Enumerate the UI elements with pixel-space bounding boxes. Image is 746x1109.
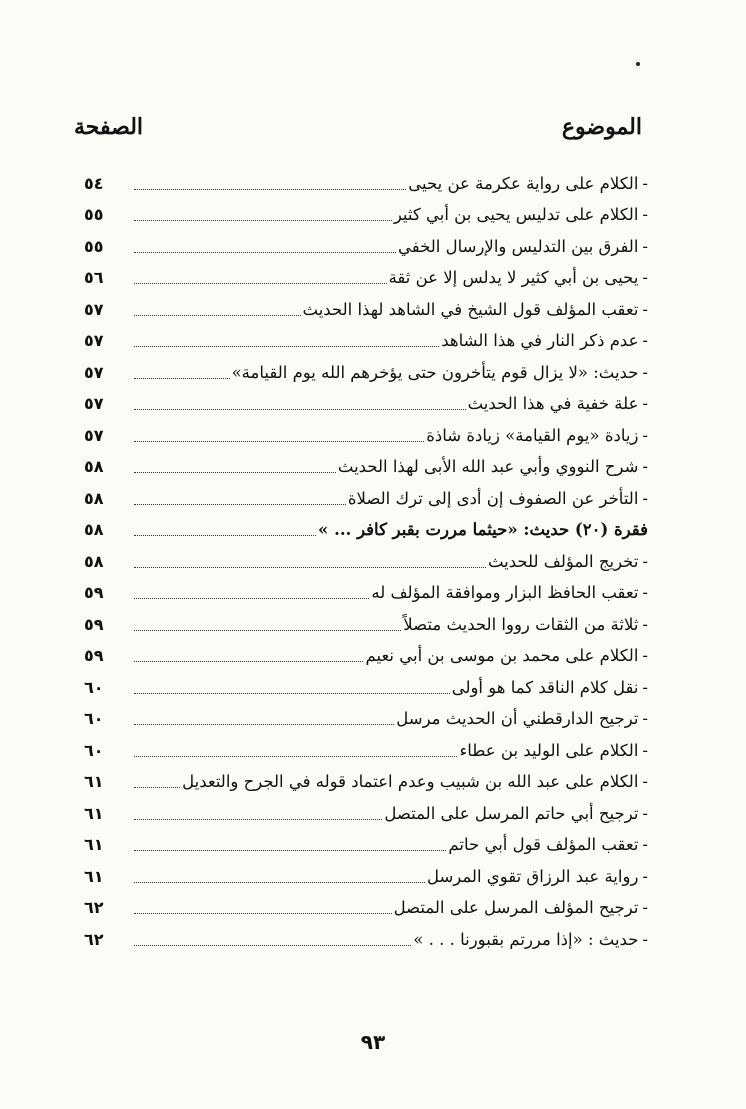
toc-row xyxy=(84,922,648,954)
toc-entry-page: ٥٧ xyxy=(84,331,104,350)
toc-row xyxy=(84,418,648,450)
toc-row xyxy=(84,261,648,293)
toc-row xyxy=(84,229,648,261)
toc-entry-page: ٥٩ xyxy=(84,646,104,665)
entry-dash: - xyxy=(642,929,648,949)
toc-entry-title xyxy=(396,707,648,733)
toc-entry-page: ٥٧ xyxy=(84,425,104,445)
toc-entry-text: رواية عبد الرزاق تقوي المرسل xyxy=(426,866,639,886)
toc-entry-page: ٦٢ xyxy=(84,929,104,949)
toc-entry-title xyxy=(348,487,648,513)
toc-entry-text: نقل كلام الناقد كما هو أولى xyxy=(451,677,639,697)
toc-entry-text: الكلام على عبد الله بن شبيب وعدم اعتماد قوله في الجرح والتعديل xyxy=(182,772,639,791)
toc-entry-text: ترجيح المؤلف المرسل على المتصل xyxy=(393,898,639,917)
toc-entry-page: ٦٠ xyxy=(84,740,104,760)
toc-entry-title xyxy=(232,361,648,387)
entry-dash: - xyxy=(642,551,648,571)
toc-entry-title xyxy=(403,613,648,639)
page-number: ٩٣ xyxy=(360,1030,386,1054)
toc-row xyxy=(84,387,648,419)
entry-dash: - xyxy=(642,457,648,476)
entry-dash: - xyxy=(642,614,648,634)
toc-entry-text: حديث : «إذا مررتم بقبورنا . . . » xyxy=(413,929,639,949)
toc-row xyxy=(84,450,648,482)
toc-entry-title xyxy=(398,235,648,261)
dot-leader xyxy=(134,535,316,536)
toc-entry-title xyxy=(338,455,648,481)
toc-entry-title xyxy=(488,550,648,576)
toc-entry-title xyxy=(468,392,648,418)
toc-row xyxy=(84,166,648,198)
toc-entry-page: ٥٥ xyxy=(84,236,104,256)
dot-leader xyxy=(134,283,387,284)
toc-entry-title xyxy=(182,770,648,796)
toc-entry-title xyxy=(427,865,648,891)
toc-entry-text: الكلام على محمد بن موسى بن أبي نعيم xyxy=(365,646,639,665)
entry-dash: - xyxy=(642,299,648,319)
toc-entry-title xyxy=(459,739,648,765)
entry-dash: - xyxy=(642,835,648,854)
toc-entry-text: الكلام على تدليس يحيى بن أبي كثير xyxy=(393,205,639,224)
toc-entry-page: ٥٩ xyxy=(84,614,104,634)
toc-entry-text: فقرة (٢٠) حديث: «حيثما مررت بقبر كافر ... » xyxy=(318,520,648,539)
dot-leader xyxy=(134,252,396,253)
toc-entry-page: ٦١ xyxy=(84,803,104,823)
toc-entry-text: تعقب المؤلف قول الشيخ في الشاهد لهذا الحديث xyxy=(302,299,639,319)
toc-row xyxy=(84,292,648,324)
dot-leader xyxy=(134,472,336,473)
toc-entry-text: ترجيح أبي حاتم المرسل على المتصل xyxy=(384,803,639,823)
dot-leader xyxy=(134,409,466,410)
entry-dash: - xyxy=(642,898,648,917)
entry-dash: - xyxy=(642,866,648,886)
entry-dash: - xyxy=(642,331,648,350)
toc-entry-title xyxy=(394,896,648,922)
toc-entry-page: ٥٦ xyxy=(84,268,104,287)
entry-dash: - xyxy=(642,205,648,224)
toc-entry-text: الفرق بين التدليس والإرسال الخفي xyxy=(398,236,639,256)
dot-leader xyxy=(134,346,439,347)
toc-row xyxy=(84,639,648,671)
entry-dash: - xyxy=(642,740,648,760)
entry-dash: - xyxy=(642,772,648,791)
entry-dash: - xyxy=(642,236,648,256)
dot-leader xyxy=(134,724,394,725)
toc-row xyxy=(84,796,648,828)
toc-entry-title xyxy=(384,802,648,828)
toc-row xyxy=(84,702,648,734)
toc-entry-page: ٦٠ xyxy=(84,677,104,697)
toc-entry-text: الكلام على رواية عكرمة عن يحيى xyxy=(408,173,639,193)
toc-entry-page: ٥٤ xyxy=(84,173,104,193)
toc-row xyxy=(84,576,648,608)
toc-entry-title xyxy=(408,172,648,198)
toc-entry-title xyxy=(394,203,648,229)
toc-entry-page: ٦١ xyxy=(84,772,104,791)
toc-entry-title xyxy=(389,266,648,292)
table-of-contents xyxy=(84,166,648,954)
dot-leader xyxy=(134,787,180,788)
toc-entry-title xyxy=(303,298,649,324)
toc-entry-text: التأخر عن الصفوف إن أدى إلى ترك الصلاة xyxy=(347,488,639,508)
entry-dash: - xyxy=(642,677,648,697)
toc-row xyxy=(84,198,648,230)
toc-row xyxy=(84,828,648,860)
toc-row xyxy=(84,513,648,545)
toc-entry-text: يحيى بن أبي كثير لا يدلس إلا عن ثقة xyxy=(388,268,639,287)
page-column-header: الصفحة xyxy=(74,114,144,140)
toc-entry-title xyxy=(365,644,648,670)
stray-dot xyxy=(636,62,640,66)
entry-dash: - xyxy=(642,709,648,728)
toc-entry-title xyxy=(318,518,648,544)
toc-entry-text: زيادة «يوم القيامة» زيادة شاذة xyxy=(426,425,639,445)
dot-leader xyxy=(134,567,486,568)
dot-leader xyxy=(134,819,382,820)
dot-leader xyxy=(134,220,392,221)
toc-row xyxy=(84,544,648,576)
topic-column-header: الموضوع xyxy=(561,114,642,140)
dot-leader xyxy=(134,630,401,631)
toc-row xyxy=(84,859,648,891)
dot-leader xyxy=(134,661,363,662)
entry-dash: - xyxy=(642,394,648,413)
toc-entry-page: ٥٧ xyxy=(84,362,104,382)
dot-leader xyxy=(134,189,406,190)
entry-dash: - xyxy=(642,268,648,287)
entry-dash: - xyxy=(642,646,648,665)
entry-dash: - xyxy=(642,173,648,193)
toc-entry-page: ٦١ xyxy=(84,866,104,886)
entry-dash: - xyxy=(642,425,648,445)
toc-entry-text: تعقب المؤلف قول أبي حاتم xyxy=(448,835,639,854)
toc-row xyxy=(84,891,648,923)
toc-entry-page: ٦٠ xyxy=(84,709,104,728)
toc-entry-page: ٥٥ xyxy=(84,205,104,224)
toc-entry-title xyxy=(426,424,648,450)
toc-entry-text: شرح النووي وأبي عبد الله الأبى لهذا الحديث xyxy=(337,457,639,476)
dot-leader xyxy=(134,913,392,914)
dot-leader xyxy=(134,693,450,694)
dot-leader xyxy=(134,598,369,599)
toc-row xyxy=(84,324,648,356)
entry-dash: - xyxy=(642,583,648,602)
toc-entry-title xyxy=(371,581,648,607)
toc-entry-text: حديث: «لا يزال قوم يتأخرون حتى يؤخرهم الله يوم القيامة» xyxy=(231,362,639,382)
dot-leader xyxy=(134,441,424,442)
toc-entry-title xyxy=(441,329,648,355)
toc-entry-title xyxy=(413,928,648,954)
toc-entry-text: ثلاثة من الثقات رووا الحديث متصلاً xyxy=(403,614,639,634)
toc-entry-page: ٥٨ xyxy=(84,488,104,508)
dot-leader xyxy=(134,378,230,379)
dot-leader xyxy=(134,945,411,946)
toc-entry-page: ٥٨ xyxy=(84,457,104,476)
toc-row xyxy=(84,481,648,513)
toc-entry-page: ٦٢ xyxy=(84,898,104,917)
toc-row xyxy=(84,733,648,765)
entry-dash: - xyxy=(642,362,648,382)
entry-dash: - xyxy=(642,488,648,508)
toc-entry-text: ترجيح الدارقطني أن الحديث مرسل xyxy=(396,709,639,728)
dot-leader xyxy=(134,850,446,851)
dot-leader xyxy=(134,504,346,505)
toc-entry-page: ٥٨ xyxy=(84,551,104,571)
toc-entry-text: تخريج المؤلف للحديث xyxy=(487,551,639,571)
toc-row xyxy=(84,765,648,797)
dot-leader xyxy=(134,882,425,883)
toc-entry-page: ٥٨ xyxy=(84,520,104,539)
toc-entry-page: ٦١ xyxy=(84,835,104,854)
toc-entry-text: تعقب الحافظ البزار وموافقة المؤلف له xyxy=(371,583,639,602)
dot-leader xyxy=(134,315,301,316)
dot-leader xyxy=(134,756,457,757)
toc-entry-page: ٥٩ xyxy=(84,583,104,602)
toc-entry-title xyxy=(448,833,648,859)
toc-entry-text: علة خفية في هذا الحديث xyxy=(467,394,639,413)
entry-dash: - xyxy=(642,803,648,823)
toc-entry-text: الكلام على الوليد بن عطاء xyxy=(459,740,639,760)
toc-entry-text: عدم ذكر النار في هذا الشاهد xyxy=(441,331,639,350)
toc-entry-page: ٥٧ xyxy=(84,394,104,413)
toc-row xyxy=(84,670,648,702)
toc-row xyxy=(84,607,648,639)
toc-entry-title xyxy=(452,676,648,702)
toc-entry-page: ٥٧ xyxy=(84,299,104,319)
toc-row xyxy=(84,355,648,387)
